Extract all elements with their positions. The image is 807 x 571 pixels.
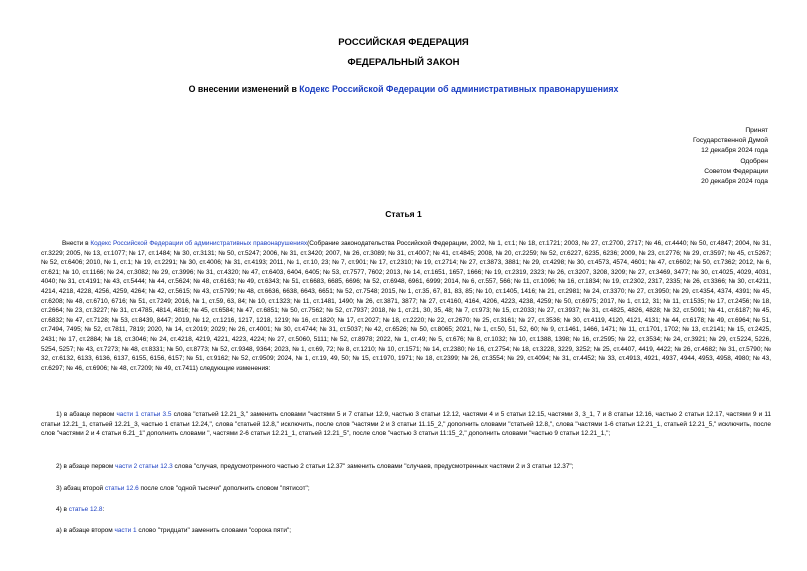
amendment-item-4a: [41, 526, 771, 536]
item-text: слово "тридцати" заменить словами "сорока пяти";: [136, 527, 291, 534]
approved-date: 20 декабря 2024 года: [701, 178, 768, 186]
federation-heading: РОССИЙСКАЯ ФЕДЕРАЦИЯ: [338, 37, 469, 48]
amendment-item-4: [41, 505, 771, 515]
intro-paragraph: [41, 239, 771, 373]
law-title-code-link[interactable]: Кодекс Российской Федерации об административных правонарушениях: [299, 84, 619, 94]
item-text: слова "статьей 12.21_3," заменить словами "частями 5 и 7 статьи 12.9, частью 3 статьи 12.12, частями 4 и 5 статьи 12.15, частями 3, 3_1, 7 и 8 статьи 12.16, частью 2 статьи 12.17, частями 9 и 11 статьи 12.21_1, статьей 12.21_3, частью 1 статьи 12.24,", слова "статьей 12.8," исключить, после слов "частями 2 и 3 статьи 11.15_2," дополнить словами "статьей 12.8,", слова "частями 1-6 статьи 12.21_1, статьей 12.21_5," исключить, после слов "частями 2 и 4 статьи 6.21_1" дополнить словами ", частями 2-6 статьи 12.21_1, статьей 12.21_5", после слов "частью 3 статьи 11:15_2," дополнить словами "частью 9 статьи 12.21_1,";: [41, 411, 771, 438]
item-link[interactable]: статье 12.8: [68, 506, 103, 513]
item-text: :: [102, 506, 105, 513]
amendment-item-1: [41, 410, 771, 439]
item-prefix: 4) в: [56, 506, 69, 513]
amendment-item-3: [41, 484, 771, 494]
approved-by: Советом Федерации: [704, 167, 768, 175]
accepted-date: 12 декабря 2024 года: [701, 147, 768, 155]
intro-code-link[interactable]: Кодекс Российской Федерации об административных правонарушениях: [90, 240, 308, 247]
item-text: после слов "одной тысячи" дополнить словом "пятисот";: [138, 485, 310, 492]
law-title-prefix: О внесении изменений в: [188, 84, 300, 94]
item-link[interactable]: части 1: [114, 527, 137, 534]
item-link[interactable]: части 1 статьи 3.5: [116, 411, 172, 418]
item-link[interactable]: статьи 12.6: [104, 485, 139, 492]
item-text: слова "случая, предусмотренного частью 2 статьи 12.37" заменить словами "случаев, предусмотренных частями 2 и 3 статьи 12.37";: [172, 463, 574, 470]
item-link[interactable]: части 2 статьи 12.3: [115, 463, 173, 470]
intro-text: (Собрание законодательства Российской Федерации, 2002, № 1, ст.1; № 18, ст.1721; 2003, № 27, ст.2700, 2717; № 46, ст.4440; № 50, ст.4847; 2004, № 31, ст.3229; 2005, № 13, ст.1077; № 17, ст.1484; № 30, ст.3131; № 50, ст.5247; 2006, № 31, ст.3420; 2007, № 26, ст.3089; № 31, ст.4007; № 41, ст.4845; 2008, № 20, ст.2259; № 52, ст.6227, 6235, 6236; 2009, № 23, ст.2776; № 29, ст.3597; № 45, ст.5267; № 52, ст.6406; 2010, № 1, ст.1; № 19, ст.2291; № 30, ст.4006; № 31, ст.4193; 2011, № 1, ст.10, 23; № 7, ст.901; № 17, ст.2310; № 19, ст.2714; № 27, ст.3873, 3881; № 29, ст.4298; № 30, ст.4573, 4574, 4601; № 47, ст.6602; № 50, ст.7362; 2012, № 6, ст.621; № 10, ст.1166; № 24, ст.3082; № 29, ст.3996; № 31, ст.4320; № 47, ст.6403, 6404, 6405; № 53, ст.7577, 7602; 2013, № 14, ст.1651, 1657, 1666; № 19, ст.2319, 2323; № 26, ст.3207, 3208, 3209; № 27, ст.3469, 3477; № 30, ст.4025, 4029, 4031, 4040; № 31, ст.4191; № 43, ст.5444; № 44, ст.5624; № 48, ст.6163; № 49, ст.6343; № 51, ст.6683, 6685, 6696; № 52, ст.6948, 6961, 6999; 2014, № 6, ст.557, 566; № 11, ст.1096; № 16, ст.1834; № 19, ст.2302, 2317, 2335; № 26, ст.3366; № 30, ст.4211, 4214, 4218, 4228, 4256, 4259, 4264; № 42, ст.5615; № 43, ст.5799; № 48, ст.6636, 6638, 6643, 6651; № 52, ст.7548; 2015, № 1, ст.35, 67, 81, 83, 85; № 10, ст.1405, 1416; № 21, ст.2981; № 24, ст.3370; № 27, ст.3950; № 29, ст.4354, 4374, 4391; № 45, ст.6208; № 48, ст.6710, 6716; № 51, ст.7249; 2016, № 1, ст.59, 63, 84; № 10, ст.1323; № 11, ст.1481, 1490; № 26, ст.3871, 3877; № 27, ст.4160, 4164, 4206, 4223, 4238, 4259; № 50, ст.6975; 2017, № 1, ст.12, 31; № 11, ст.1535; № 17, ст.2456; № 18, ст.2664; № 23, ст.3227; № 31, ст.4785, 4814, 4816; № 45, ст.6584; № 47, ст.6851; № 50, ст.7562; № 52, ст.7937; 2018, № 1, ст.21, 30, 35, 48; № 7, ст.973; № 15, ст.2033; № 27, ст.3937; № 31, ст.4825, 4826, 4828; № 32, ст.5091; № 41, ст.6187; № 45, ст.6832; № 47, ст.7128; № 53, ст.8439, 8447; 2019, № 12, ст.1216, 1217, 1218, 1219; № 16, ст.1820; № 17, ст.2027; № 18, ст.2220; № 22, ст.2670; № 25, ст.3161; № 27, ст.3536; № 30, ст.4119, 4120, 4121, 4131; № 44, ст.6178; № 49, ст.6964; № 51, ст.7494, 7495; № 52, ст.7811, 7819; 2020, № 14, ст.2019; 2029; № 26, ст.4001; № 30, ст.4744; № 31, ст.5037; № 42, ст.6526; № 50, ст.8065; 2021, № 1, ст.50, 51, 52, 60; № 9, ст.1461, 1466, 1471; № 11, ст.1701, 1702; № 13, ст.2141; № 15, ст.2425, 2431; № 17, ст.2884; № 18, ст.3046; № 24, ст.4218, 4219, 4221, 4223, 4224; № 27, ст.5060, 5111; № 52, ст.8978; 2022, № 1, ст.49; № 5, ст.676; № 8, ст.1032; № 10, ст.1388, 1398; № 16, ст.2595; № 22, ст.3534; № 24, ст.3921; № 29, ст.5224, 5226, 5254, 5257; № 43, ст.7273; № 48, ст.8331; № 50, ст.8773; № 52, ст.9348, 9364; 2023, № 1, ст.69, 72; № 8, ст.1210; № 10, ст.1571; № 14, ст.2380; № 16, ст.2754; № 18, ст.3228, 3229, 3252; № 25, ст.4407, 4419, 4422; № 26, ст.4682; № 31, ст.5790; № 32, ст.6132, 6133, 6136, 6137, 6155, 6156, 6157; № 51, ст.9162; № 52, ст.9509; 2024, № 1, ст.19, 49, 50; № 15, ст.1970, 1971; № 18, ст.2399; № 26, ст.3554; № 29, ст.4094; № 31, ст.4452; № 33, ст.4913, 4921, 4937, 4944, 4953, 4958, 4980; № 43, ст.6297; № 46, ст.6906; № 48, ст.7209; № 49, ст.7411) следующие изменения:: [41, 240, 771, 372]
article-title: Статья 1: [385, 209, 422, 219]
accepted-by: Государственной Думой: [693, 137, 768, 145]
item-prefix: 1) в абзаце первом: [56, 411, 117, 418]
accepted-label: Принят: [745, 127, 768, 134]
intro-prefix: Внести в: [62, 240, 91, 247]
approved-label: Одобрен: [740, 157, 768, 165]
acceptance-block: [608, 126, 768, 187]
law-title: [0, 84, 807, 94]
item-prefix: 2) в абзаце первом: [56, 463, 116, 470]
item-prefix: а) в абзаце втором: [56, 527, 115, 534]
law-type-heading: ФЕДЕРАЛЬНЫЙ ЗАКОН: [347, 57, 460, 68]
item-prefix: 3) абзац второй: [56, 485, 105, 492]
amendment-item-2: [41, 462, 771, 472]
